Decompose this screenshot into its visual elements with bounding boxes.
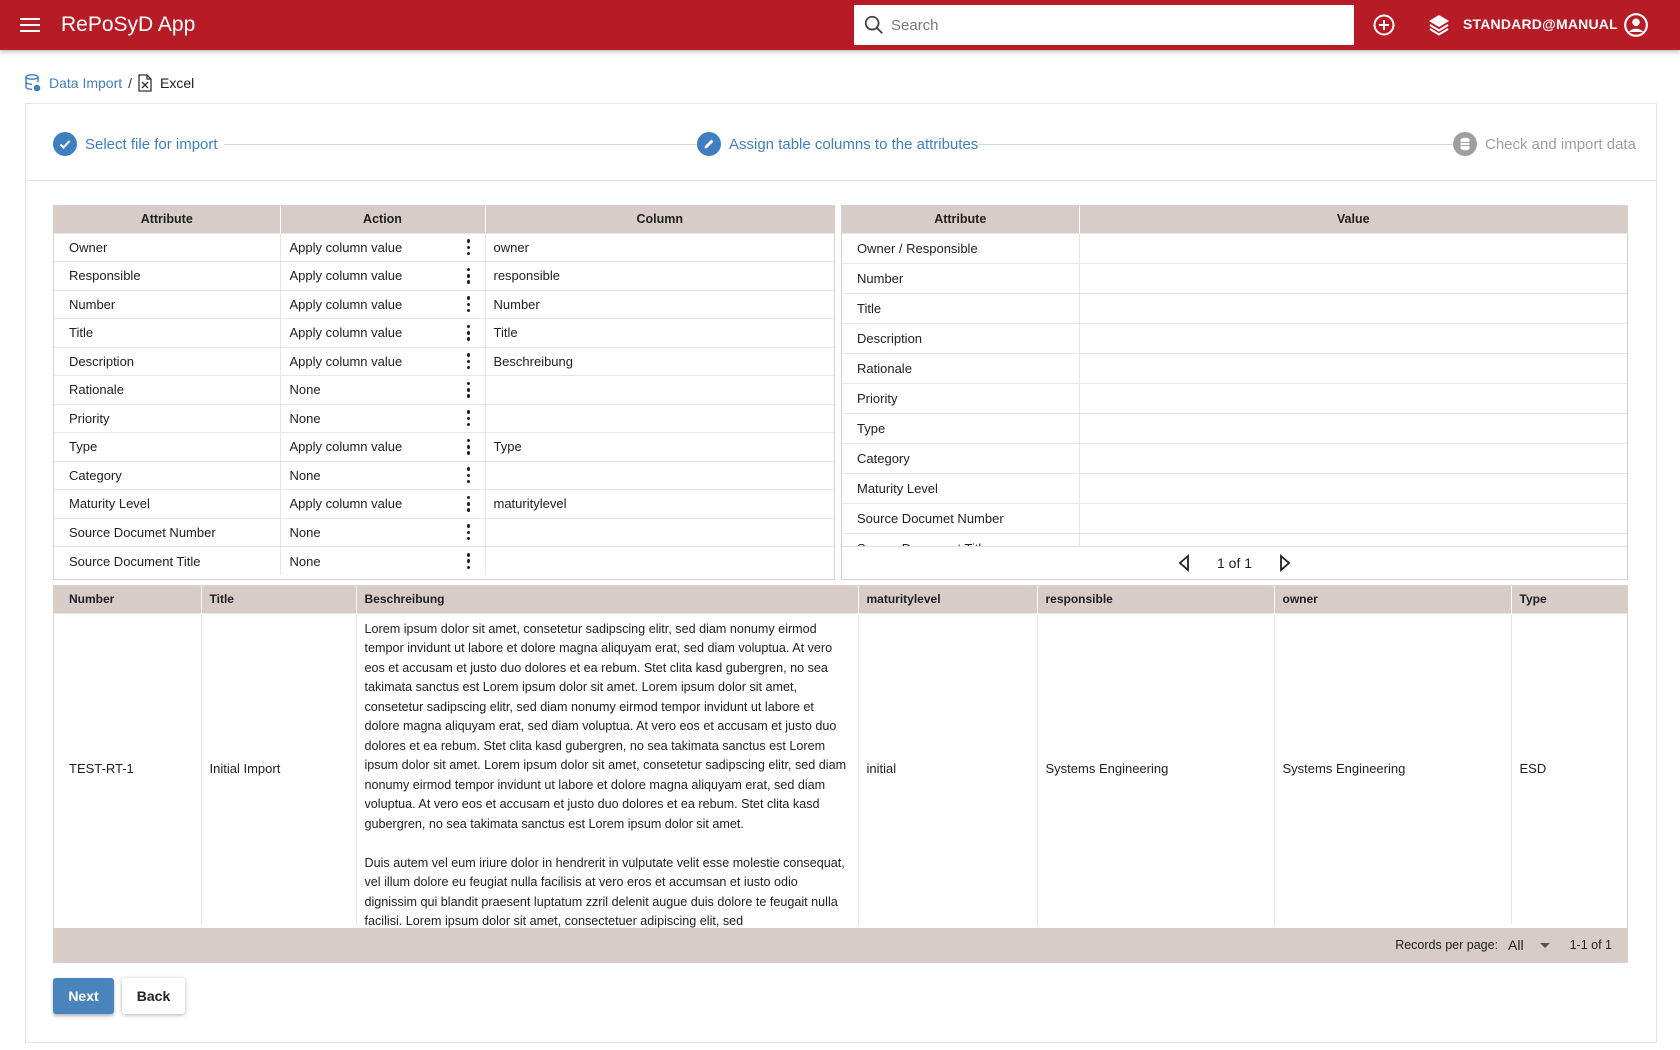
cell-value — [1079, 503, 1627, 533]
previous-page-icon[interactable] — [1177, 554, 1191, 572]
cell-column[interactable]: Beschreibung — [485, 347, 834, 376]
column-header[interactable]: Title — [201, 586, 356, 613]
cell-attribute: Responsible — [54, 262, 280, 291]
cell-value — [1079, 413, 1627, 443]
step-assign-columns[interactable] — [697, 132, 978, 156]
preview-table-container — [53, 585, 1628, 963]
table-row[interactable] — [54, 262, 834, 291]
user-label[interactable]: STANDARD@MANUAL — [1463, 16, 1618, 32]
step-label: Assign table columns to the attributes — [729, 135, 979, 153]
cell-value — [1079, 323, 1627, 353]
breadcrumb-separator: / — [128, 75, 133, 91]
cell-attribute: Maturity Level — [842, 473, 1079, 503]
table-row[interactable] — [54, 233, 834, 262]
action-label: Apply column value — [289, 353, 403, 369]
table-row[interactable] — [54, 518, 834, 547]
cell-column[interactable] — [485, 376, 834, 405]
preview-header-row — [54, 586, 1627, 613]
layers-icon[interactable] — [1427, 13, 1451, 37]
account-icon[interactable] — [1623, 12, 1649, 38]
table-row[interactable] — [842, 353, 1627, 383]
cell-action[interactable] — [280, 518, 485, 547]
cell-column[interactable] — [485, 518, 834, 547]
cell-attribute: Category — [842, 443, 1079, 473]
breadcrumb — [25, 74, 194, 92]
column-header[interactable]: Column — [485, 206, 834, 233]
cell-value — [1079, 263, 1627, 293]
more-vert-icon[interactable] — [467, 410, 471, 426]
column-header[interactable]: Attribute — [54, 206, 280, 233]
more-vert-icon[interactable] — [467, 524, 471, 540]
cell-title: Initial Import — [201, 613, 356, 924]
cell-attribute: Source Document Title — [54, 547, 280, 576]
more-vert-icon[interactable] — [467, 239, 471, 255]
more-vert-icon[interactable] — [467, 325, 471, 341]
column-header[interactable]: Attribute — [842, 206, 1079, 233]
more-vert-icon[interactable] — [467, 353, 471, 369]
cell-action[interactable] — [280, 233, 485, 262]
action-label: Apply column value — [289, 496, 403, 512]
column-header[interactable]: Value — [1079, 206, 1627, 233]
stepper — [26, 104, 1656, 181]
table-row[interactable] — [842, 443, 1627, 473]
column-header[interactable]: maturitylevel — [858, 586, 1037, 613]
table-row[interactable] — [54, 547, 834, 576]
table-row[interactable] — [54, 290, 834, 319]
table-row[interactable] — [54, 376, 834, 405]
column-header[interactable]: Type — [1511, 586, 1627, 613]
cell-action[interactable] — [280, 347, 485, 376]
breadcrumb-data-import[interactable]: Data Import — [49, 75, 123, 91]
cell-value — [1079, 353, 1627, 383]
cell-attribute: Type — [54, 433, 280, 462]
add-circle-icon[interactable] — [1372, 13, 1396, 37]
column-header[interactable]: owner — [1274, 586, 1511, 613]
cell-attribute: Description — [54, 347, 280, 376]
step-label: Select file for import — [85, 135, 218, 153]
cell-column[interactable]: responsible — [485, 262, 834, 291]
cell-value — [1079, 293, 1627, 323]
action-label: Apply column value — [289, 239, 403, 255]
table-row[interactable] — [842, 263, 1627, 293]
cell-attribute: Priority — [54, 404, 280, 433]
menu-icon[interactable] — [20, 18, 40, 32]
more-vert-icon[interactable] — [467, 382, 471, 398]
cell-action[interactable] — [280, 547, 485, 576]
cell-column[interactable]: Number — [485, 290, 834, 319]
step-connector — [224, 144, 714, 145]
more-vert-icon[interactable] — [467, 439, 471, 455]
cell-attribute: Number — [842, 263, 1079, 293]
value-table-container — [841, 205, 1628, 580]
cell-column[interactable]: Title — [485, 319, 834, 348]
database-icon — [1453, 132, 1477, 156]
table-row[interactable] — [54, 319, 834, 348]
table-row[interactable] — [842, 503, 1627, 533]
cell-attribute: Type — [842, 413, 1079, 443]
more-vert-icon[interactable] — [467, 296, 471, 312]
cell-owner: Systems Engineering — [1274, 613, 1511, 924]
cell-number: TEST-RT-1 — [54, 613, 201, 924]
action-label: None — [289, 553, 321, 569]
dropdown-caret-icon[interactable] — [1540, 943, 1550, 948]
action-label: Apply column value — [289, 296, 403, 312]
cell-attribute: Maturity Level — [54, 490, 280, 519]
next-page-icon[interactable] — [1278, 554, 1292, 572]
table-row[interactable] — [842, 473, 1627, 503]
step-label: Check and import data — [1485, 135, 1636, 153]
page-indicator: 1 of 1 — [1216, 555, 1253, 571]
column-header[interactable]: Number — [54, 586, 201, 613]
step-connector — [978, 144, 1464, 145]
action-label: Apply column value — [289, 439, 403, 455]
cell-description — [356, 613, 858, 928]
import-card — [25, 103, 1657, 1043]
cell-action[interactable] — [280, 461, 485, 490]
mapping-header-row — [54, 206, 834, 233]
cell-attribute: Owner / Responsible — [842, 233, 1079, 263]
check-icon — [53, 132, 77, 156]
search-input[interactable] — [891, 17, 1331, 34]
cell-value — [1079, 233, 1627, 263]
cell-column[interactable] — [485, 547, 834, 576]
column-header[interactable]: Action — [280, 206, 485, 233]
cell-value — [1079, 383, 1627, 413]
cell-column[interactable] — [485, 404, 834, 433]
column-header[interactable]: responsible — [1037, 586, 1274, 613]
cell-column[interactable]: Type — [485, 433, 834, 462]
cell-action[interactable] — [280, 490, 485, 519]
cell-action[interactable] — [280, 290, 485, 319]
table-row[interactable] — [54, 347, 834, 376]
more-vert-icon[interactable] — [467, 268, 471, 284]
cell-column[interactable]: maturitylevel — [485, 490, 834, 519]
description-paragraph: Duis autem vel eum iriure dolor in hendrerit in vulputate velit esse molestie consequat, vel illum dolore eu feugiat nulla facilisis at vero eros et accumsan et iusto odio dignissim qui blandit praesent luptatum zzril delenit augue duis dolore te feugait nulla facilisi. Lorem ipsum dolor sit amet, consectetuer adipiscing elit, sed — [364, 855, 845, 928]
cell-column[interactable] — [485, 461, 834, 490]
value-pager — [842, 546, 1627, 579]
search-icon — [863, 14, 885, 36]
cell-attribute: Source Documet Number — [54, 518, 280, 547]
next-button[interactable]: Next — [53, 978, 114, 1014]
table-row[interactable] — [842, 413, 1627, 443]
cell-value — [1079, 473, 1627, 503]
records-range: 1-1 of 1 — [1569, 938, 1612, 952]
action-label: Apply column value — [289, 268, 403, 284]
cell-attribute: Description — [842, 323, 1079, 353]
records-per-page-select[interactable]: All — [1508, 937, 1524, 953]
action-label: None — [289, 410, 321, 426]
action-label: None — [289, 382, 321, 398]
description-paragraph: Lorem ipsum dolor sit amet, consetetur sadipscing elitr, sed diam nonumy eirmod tempor invidunt ut labore et dolore magna aliquyam erat, sed diam voluptua. At vero eos et accusam et justo duo dolores et ea rebum. Stet clita kasd gubergren, no sea takimata sanctus est Lorem ipsum dolor sit amet. Lorem ipsum dolor sit amet, consetetur sadipscing elitr, sed diam nonumy eirmod tempor invidunt ut labore et dolore magna aliquyam erat, sed diam voluptua. At vero eos et accusam et justo duo dolores et ea rebum. Stet clita kasd gubergren, no sea takimata sanctus est Lorem ipsum dolor sit amet. Lorem ipsum dolor sit amet, consetetur sadipscing elitr, sed diam nonumy eirmod tempor invidunt ut labore et dolore magna aliquyam erat, sed diam voluptua. At vero eos et accusam et justo duo dolores et ea rebum. Stet clita kasd gubergren, no sea takimata sanctus est Lorem ipsum dolor sit amet. — [364, 621, 847, 831]
step-select-file[interactable] — [53, 132, 218, 156]
cell-attribute: Priority — [842, 383, 1079, 413]
table-row[interactable] — [842, 323, 1627, 353]
cell-responsible: Systems Engineering — [1037, 613, 1274, 924]
value-table — [842, 206, 1627, 563]
cell-attribute: Category — [54, 461, 280, 490]
table-row[interactable] — [842, 383, 1627, 413]
cell-column[interactable]: owner — [485, 233, 834, 262]
cell-attribute: Rationale — [54, 376, 280, 405]
more-vert-icon[interactable] — [467, 496, 471, 512]
cell-attribute: Source Documet Number — [842, 503, 1079, 533]
table-row[interactable] — [842, 233, 1627, 263]
app-title: RePoSyD App — [61, 13, 196, 36]
table-row[interactable] — [54, 433, 834, 462]
cell-attribute: Rationale — [842, 353, 1079, 383]
action-label: None — [289, 467, 321, 483]
search-box[interactable] — [854, 5, 1354, 45]
cell-attribute: Number — [54, 290, 280, 319]
cell-action[interactable] — [280, 319, 485, 348]
table-row[interactable] — [842, 293, 1627, 323]
preview-table — [54, 586, 1627, 928]
back-button[interactable]: Back — [122, 978, 185, 1014]
cell-action[interactable] — [280, 262, 485, 291]
cell-maturitylevel: initial — [858, 613, 1037, 924]
excel-file-icon — [138, 74, 152, 92]
mapping-table — [54, 206, 834, 575]
cell-attribute: Title — [842, 293, 1079, 323]
database-import-icon — [25, 74, 41, 92]
cell-action[interactable] — [280, 433, 485, 462]
breadcrumb-current: Excel — [160, 75, 195, 91]
action-label: None — [289, 524, 321, 540]
table-row[interactable] — [54, 613, 1627, 924]
column-header[interactable]: Beschreibung — [356, 586, 858, 613]
more-vert-icon[interactable] — [467, 553, 471, 569]
step-check-import — [1453, 132, 1636, 156]
table-row[interactable] — [54, 461, 834, 490]
table-row[interactable] — [54, 404, 834, 433]
cell-action[interactable] — [280, 404, 485, 433]
pencil-icon — [697, 132, 721, 156]
mapping-table-container — [53, 205, 835, 580]
cell-attribute: Title — [54, 319, 280, 348]
more-vert-icon[interactable] — [467, 467, 471, 483]
records-per-page-label: Records per page: — [1395, 938, 1499, 952]
cell-value — [1079, 443, 1627, 473]
cell-type: ESD — [1511, 613, 1627, 924]
app-bar — [0, 0, 1680, 50]
table-row[interactable] — [54, 490, 834, 519]
cell-action[interactable] — [280, 376, 485, 405]
preview-footer — [54, 928, 1627, 962]
value-header-row — [842, 206, 1627, 233]
action-label: Apply column value — [289, 325, 403, 341]
cell-attribute: Owner — [54, 233, 280, 262]
